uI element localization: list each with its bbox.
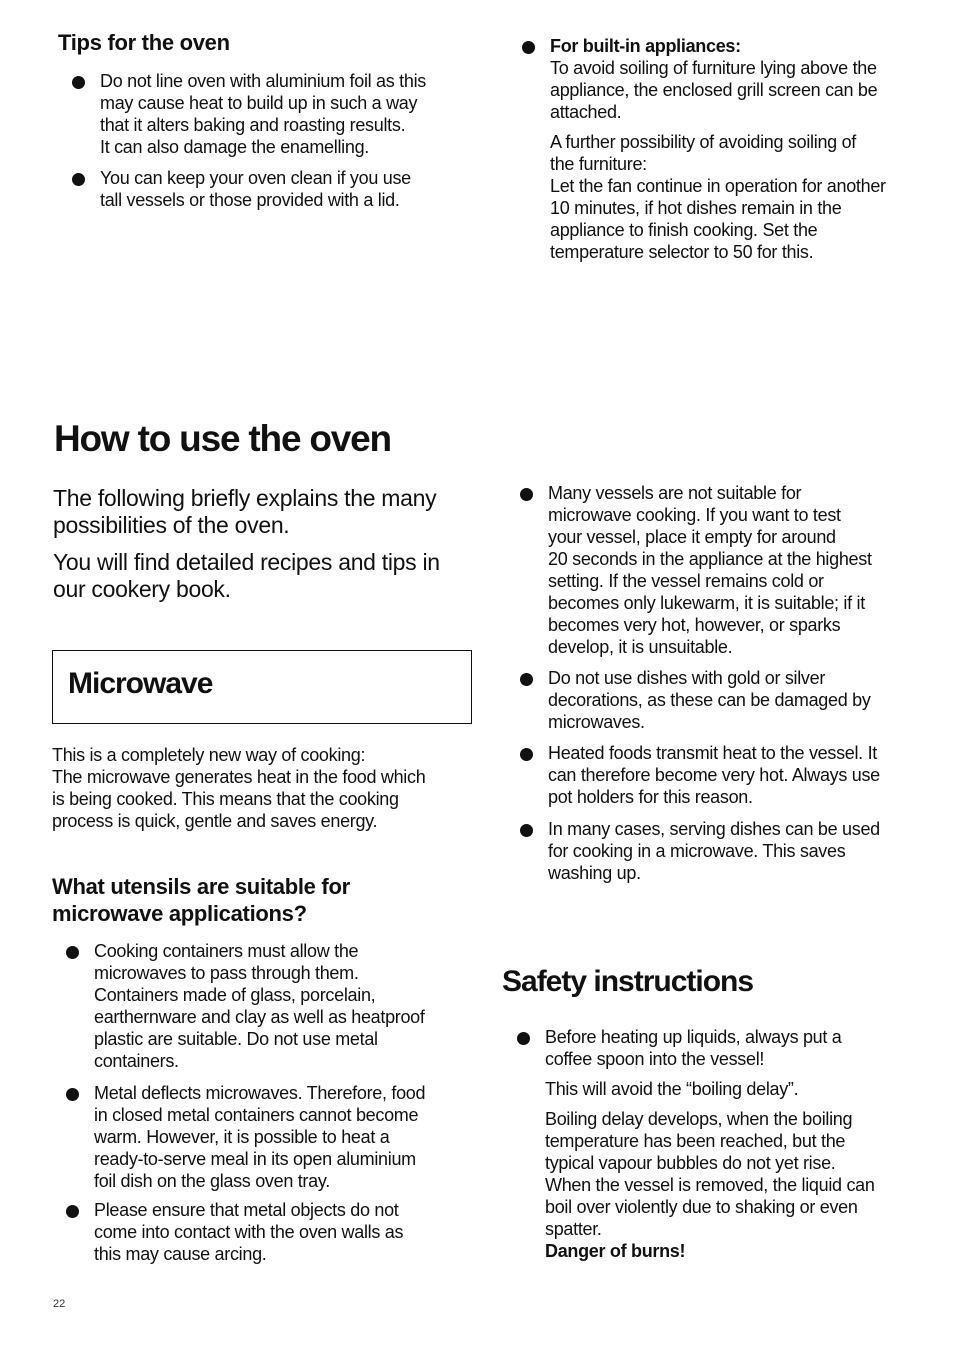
page-number: 22 bbox=[53, 1298, 66, 1310]
bullet-icon bbox=[520, 824, 533, 837]
bullet-icon bbox=[520, 673, 533, 686]
utensils-bullet-2-text: Metal deflects microwaves. Therefore, food in closed metal containers cannot become warm. However, it is possible to heat a ready-to-serve meal in its open aluminium foil dish on the glass oven tray. bbox=[94, 1083, 426, 1191]
vessels-bullet-1-text: Many vessels are not suitable for microwave cooking. If you want to test your vessel, place it empty for around 20 seconds in the appliance at the highest setting. If the vessel remains cold or becomes only lukewarm, it is suitable; if it becomes very hot, however, or sparks develop, it is unsuitable. bbox=[548, 483, 872, 657]
bullet-icon bbox=[66, 1205, 79, 1218]
safety-bullet: Before heating up liquids, always put a coffee spoon into the vessel! bbox=[545, 1027, 842, 1069]
tips-bullet-1-text: Do not line oven with aluminium foil as this may cause heat to build up in such a way that it alters baking and roasting results. It can also damage the enamelling. bbox=[100, 71, 426, 157]
bullet-icon bbox=[72, 76, 85, 89]
tips-bullet-2-text: You can keep your oven clean if you use tall vessels or those provided with a lid. bbox=[100, 168, 411, 210]
tips-bullet-1 bbox=[72, 70, 492, 160]
microwave-para: This is a completely new way of cooking: The microwave generates heat in the food which is being cooked. This means that the cooking process is quick, gentle and saves energy. bbox=[52, 745, 426, 831]
intro-para-2: You will find detailed recipes and tips in our cookery book. bbox=[53, 549, 440, 602]
safety-para-1: This will avoid the “boiling delay”. bbox=[545, 1079, 799, 1099]
builtin-text bbox=[550, 35, 886, 263]
bullet-icon bbox=[517, 1032, 530, 1045]
bullet-icon bbox=[72, 173, 85, 186]
bullet-icon bbox=[522, 41, 535, 54]
utensils-bullet-1-text: Cooking containers must allow the microwaves to pass through them. Containers made of glass, porcelain, earthernware and clay as well as heatproof plastic are suitable. Do not use metal containers. bbox=[94, 941, 425, 1071]
bullet-icon bbox=[66, 946, 79, 959]
safety-title: Safety instructions bbox=[502, 965, 754, 998]
safety-block bbox=[517, 1026, 937, 1266]
tips-bullet-2 bbox=[72, 167, 492, 213]
bullet-icon bbox=[520, 748, 533, 761]
utensils-heading: What utensils are suitable for microwave applications? bbox=[52, 874, 350, 926]
utensils-bullet-1 bbox=[66, 940, 491, 1074]
vessels-bullet-2-text: Do not use dishes with gold or silver decorations, as these can be damaged by microwaves. bbox=[548, 668, 871, 732]
safety-text bbox=[545, 1026, 875, 1262]
vessels-bullet-1 bbox=[520, 482, 940, 660]
safety-para-2: Boiling delay develops, when the boiling temperature has been reached, but the typical vapour bubbles do not yet rise. When the vessel is removed, the liquid can boil over violently due to shaking or even spatter. bbox=[545, 1109, 875, 1239]
vessels-bullet-4-text: In many cases, serving dishes can be used for cooking in a microwave. This saves washing up. bbox=[548, 819, 880, 883]
safety-warning: Danger of burns! bbox=[545, 1241, 686, 1261]
vessels-bullet-2 bbox=[520, 667, 940, 735]
builtin-para-2: A further possibility of avoiding soiling of the furniture: Let the fan continue in operation for another 10 minutes, if hot dishes remain in the appliance to finish cooking. Set the temperature selector to 50 for this. bbox=[550, 132, 886, 262]
vessels-bullet-3-text: Heated foods transmit heat to the vessel. It can therefore become very hot. Always use pot holders for this reason. bbox=[548, 743, 880, 807]
intro-para-1: The following briefly explains the many possibilities of the oven. bbox=[53, 485, 437, 538]
builtin-para-1: To avoid soiling of furniture lying above the appliance, the enclosed grill screen can be attached. bbox=[550, 58, 878, 122]
utensils-bullet-3 bbox=[66, 1199, 491, 1267]
page-title: How to use the oven bbox=[54, 418, 391, 459]
bullet-icon bbox=[66, 1088, 79, 1101]
bullet-icon bbox=[520, 488, 533, 501]
utensils-bullet-3-text: Please ensure that metal objects do not come into contact with the oven walls as this may cause arcing. bbox=[94, 1200, 404, 1264]
vessels-bullet-4 bbox=[520, 818, 940, 886]
microwave-box bbox=[52, 650, 472, 724]
builtin-block bbox=[522, 35, 932, 265]
tips-heading: Tips for the oven bbox=[58, 30, 230, 55]
builtin-heading: For built-in appliances: bbox=[550, 36, 741, 56]
utensils-bullet-2 bbox=[66, 1082, 491, 1194]
microwave-title: Microwave bbox=[68, 667, 213, 700]
vessels-bullet-3 bbox=[520, 742, 940, 810]
